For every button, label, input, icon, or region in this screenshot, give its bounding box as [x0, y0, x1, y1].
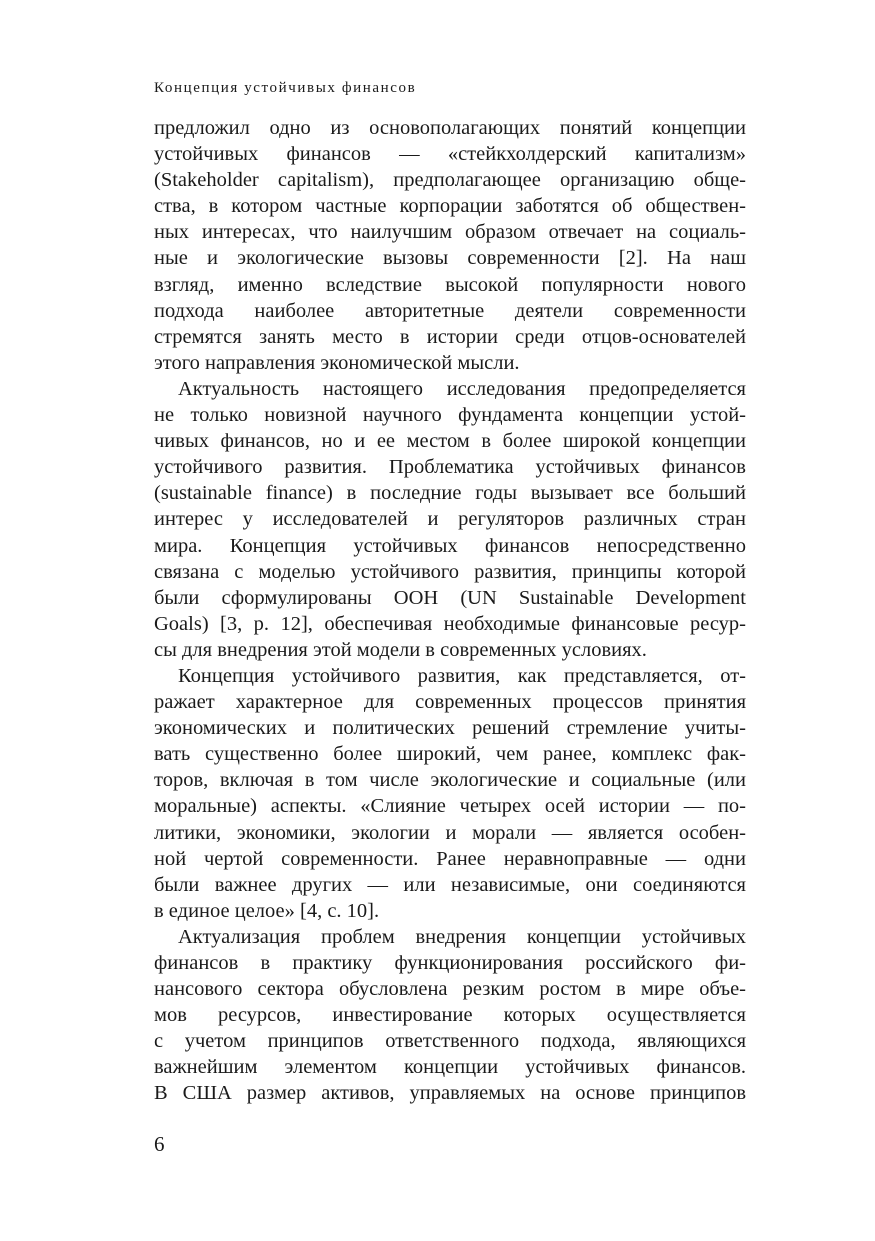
text-line: финансов в практику функционирования российского фи- [154, 952, 746, 974]
text-line: связана с моделью устойчивого развития, принципы которой [154, 560, 746, 583]
text-line: подхода наиболее авторитетные деятели современности [154, 299, 746, 322]
text-line: ства, в котором частные корпорации заботятся об обществен- [154, 195, 746, 218]
text-line: (Stakeholder capitalism), предполагающее организацию обще- [154, 169, 746, 192]
text-line: были важнее других — или независимые, они соединяются [154, 873, 746, 896]
text-line: сы для внедрения этой модели в современных условиях. [154, 638, 647, 661]
page-number: 6 [154, 1132, 165, 1156]
text-line: были сформулированы ООН (UN Sustainable Development [154, 586, 746, 609]
text-line: Актуальность настоящего исследования предопределяется [178, 377, 746, 400]
text-line: ные и экологические вызовы современности [2]. На наш [154, 247, 746, 270]
text-line: в единое целое» [4, с. 10]. [154, 899, 380, 922]
text-line: литики, экономики, экологии и морали — является особен- [154, 821, 746, 844]
text-line: Актуализация проблем внедрения концепции устойчивых [178, 925, 746, 948]
text-line: нансового сектора обусловлена резким ростом в мире объе- [154, 978, 746, 1001]
text-line: устойчивого развития. Проблематика устойчивых финансов [154, 456, 746, 479]
text-line: мов ресурсов, инвестирование которых осуществляется [154, 1004, 746, 1027]
text-line: стремятся занять место в истории среди отцов-основателей [154, 325, 746, 348]
text-line: Концепция устойчивого развития, как представляется, от- [178, 664, 746, 687]
text-line: важнейшим элементом концепции устойчивых финансов. [154, 1056, 746, 1079]
text-line: вать существенно более широкий, чем ранее, комплекс фак- [154, 743, 746, 766]
text-line: этого направления экономической мысли. [154, 351, 520, 374]
text-line: В США размер активов, управляемых на основе принципов [154, 1082, 746, 1105]
text-line: устойчивых финансов — «стейкхолдерский капитализм» [154, 143, 746, 166]
text-line: предложил одно из основополагающих понятий концепции [154, 117, 746, 139]
text-line: мира. Концепция устойчивых финансов непосредственно [154, 534, 746, 557]
text-line: торов, включая в том числе экологические и социальные (или [154, 769, 746, 792]
text-line: моральные) аспекты. «Слияние четырех осей истории — по- [154, 795, 746, 818]
text-line: экономических и политических решений стремление учиты- [154, 717, 746, 740]
body-text [154, 115, 746, 1107]
text-line: (sustainable finance) в последние годы вызывает все больший [154, 482, 746, 505]
text-line: интерес у исследователей и регуляторов различных стран [154, 508, 746, 531]
text-line: с учетом принципов ответственного подхода, являющихся [154, 1030, 746, 1053]
text-line: взгляд, именно вследствие высокой популярности нового [154, 273, 746, 296]
text-line: чивых финансов, но и ее местом в более широкой концепции [154, 430, 746, 453]
text-line: Goals) [3, p. 12], обеспечивая необходимые финансовые ресур- [154, 612, 746, 635]
text-line: ной чертой современности. Ранее неравноправные — одни [154, 847, 746, 870]
text-line: не только новизной научного фундамента концепции устой- [154, 404, 746, 427]
text-line: ражает характерное для современных процессов принятия [154, 691, 746, 714]
text-line: ных интересах, что наилучшим образом отвечает на социаль- [154, 221, 746, 244]
running-head: Концепция устойчивых финансов [154, 80, 417, 96]
